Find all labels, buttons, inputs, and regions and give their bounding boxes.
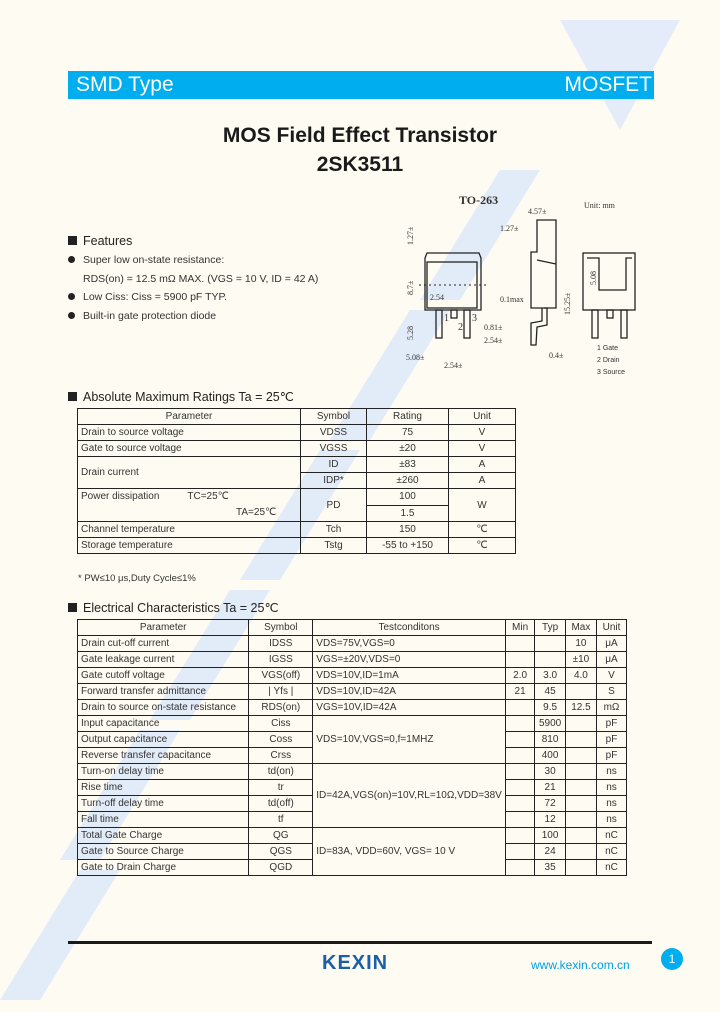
table-cell: A [449,457,516,473]
package-unit: Unit: mm [584,201,615,210]
table-cell: Gate to Drain Charge [78,860,249,876]
param-text: Power dissipation [81,491,160,502]
table-cell: VDS=10V,ID=1mA [313,668,506,684]
table-cell: μA [597,652,627,668]
table-cell: VGSS [301,441,367,457]
table-cell: 5900 [535,716,566,732]
table-row [78,489,516,506]
table-cell: Tstg [301,538,367,554]
table-cell: Turn-on delay time [78,764,249,780]
table-cell: Ciss [249,716,313,732]
dimension-label: 5.28 [406,326,415,340]
pin-number: 3 [472,313,477,324]
table-cell: mΩ [597,700,627,716]
dimension-label: 0.1max [500,295,524,304]
table-cell [565,732,596,748]
table-cell [505,652,535,668]
header-type: SMD Type [76,73,174,96]
table-cell: 72 [535,796,566,812]
table-cell [565,796,596,812]
table-cell [505,636,535,652]
bullet-square-icon [68,236,77,245]
table-cell: Rating [367,409,449,425]
table-cell: Drain current [78,457,301,489]
table-cell: Gate to source voltage [78,441,301,457]
table-cell: Crss [249,748,313,764]
table-cell: Symbol [249,620,313,636]
table-cell: Tch [301,522,367,538]
table-cell: IDP* [301,473,367,489]
feature-item [68,310,216,322]
table-cell [565,860,596,876]
table-cell: nC [597,828,627,844]
table-cell: Gate cutoff voltage [78,668,249,684]
table-cell [505,796,535,812]
bullet-square-icon [68,603,77,612]
table-cell: Symbol [301,409,367,425]
table-cell: ns [597,796,627,812]
table-cell: 400 [535,748,566,764]
abs-max-table [77,408,516,554]
table-cell: 3.0 [535,668,566,684]
table-cell: Fall time [78,812,249,828]
dimension-label: 0.81± [484,323,503,332]
website-link[interactable]: www.kexin.com.cn [531,958,630,972]
table-row [78,620,627,636]
table-row [78,700,627,716]
table-cell: QGS [249,844,313,860]
page-number: 1 [661,948,683,970]
feature-item [68,291,227,303]
table-cell: Parameter [78,620,249,636]
table-cell: Gate to Source Charge [78,844,249,860]
dimension-label: 1.27± [500,224,519,233]
table-cell [505,860,535,876]
table-row [78,764,627,780]
table-cell: VGS=10V,ID=42A [313,700,506,716]
table-cell [565,844,596,860]
dimension-label: 2.54 [430,293,444,302]
abs-max-heading-label: Absolute Maximum Ratings Ta = 25℃ [83,390,294,404]
table-cell: Total Gate Charge [78,828,249,844]
table-cell: VDS=75V,VGS=0 [313,636,506,652]
table-cell: 9.5 [535,700,566,716]
table-cell [505,828,535,844]
pin-label: 2 Drain [597,357,620,364]
table-cell: nC [597,844,627,860]
table-row [78,538,516,554]
footer-divider [68,941,652,944]
table-cell: Rise time [78,780,249,796]
table-cell: nC [597,860,627,876]
table-cell [505,812,535,828]
table-cell: 150 [367,522,449,538]
table-cell: QGD [249,860,313,876]
table-cell: VDS=10V,VGS=0,f=1MHZ [313,716,506,764]
table-cell [505,844,535,860]
bullet-dot-icon [68,312,75,319]
table-cell: Output capacitance [78,732,249,748]
dimension-label: 5.08 [589,271,598,285]
page-title: MOS Field Effect Transistor [222,124,498,147]
table-cell: -55 to +150 [367,538,449,554]
bullet-dot-icon [68,293,75,300]
table-cell [535,652,566,668]
dimension-label: 1.27± [406,226,415,245]
table-cell: ns [597,780,627,796]
table-row [78,652,627,668]
bullet-square-icon [68,392,77,401]
header-banner [68,71,654,99]
features-heading-label: Features [83,234,133,248]
table-cell: 30 [535,764,566,780]
abs-max-heading [68,389,294,404]
table-cell [505,716,535,732]
table-cell: Channel temperature [78,522,301,538]
part-number: 2SK3511 [316,153,404,176]
table-cell: 35 [535,860,566,876]
table-cell: Unit [597,620,627,636]
features-heading [68,234,132,248]
table-cell: 4.0 [565,668,596,684]
table-cell: pF [597,716,627,732]
package-name: TO-263 [459,193,499,207]
elec-heading [68,600,278,615]
dimension-label: 5.08± [406,353,425,362]
table-cell: Drain to source on-state resistance [78,700,249,716]
dimension-label: 8.7± [406,280,415,295]
pin-number: 1 [444,313,449,324]
dimension-label: 0.4± [549,351,564,360]
table-cell: 2.0 [505,668,535,684]
table-cell: S [597,684,627,700]
bullet-dot-icon [68,256,75,263]
table-cell: 21 [535,780,566,796]
table-cell: V [597,668,627,684]
table-cell [565,748,596,764]
table-cell [505,748,535,764]
package-drawing [404,190,654,380]
table-cell [565,812,596,828]
table-cell: V [449,441,516,457]
table-cell: Forward transfer admittance [78,684,249,700]
feature-text: Built-in gate protection diode [83,310,217,322]
table-cell: Turn-off delay time [78,796,249,812]
table-cell: 24 [535,844,566,860]
table-cell: VDS=10V,ID=42A [313,684,506,700]
table-cell: Gate leakage current [78,652,249,668]
table-cell: pF [597,732,627,748]
table-cell: Min [505,620,535,636]
table-row [78,716,627,732]
table-cell [565,828,596,844]
table-cell: QG [249,828,313,844]
table-cell: RDS(on) [249,700,313,716]
table-cell: A [449,473,516,489]
table-cell: 1.5 [367,505,449,522]
footnote: * PW≤10 μs,Duty Cycle≤1% [78,573,196,584]
table-cell: 10 [565,636,596,652]
table-cell [565,684,596,700]
table-cell: ID [301,457,367,473]
header-category: MOSFET [564,73,652,96]
table-cell: μA [597,636,627,652]
table-row [78,684,627,700]
table-cell: PD [301,489,367,522]
table-row [78,636,627,652]
table-cell: VDSS [301,425,367,441]
feature-text: Super low on-state resistance: [83,254,225,266]
table-cell: IGSS [249,652,313,668]
table-cell [505,732,535,748]
table-cell: 100 [367,489,449,506]
condition-text: TA=25℃ [236,507,277,518]
table-cell: ID=42A,VGS(on)=10V,RL=10Ω,VDD=38V [313,764,506,828]
table-cell: 12 [535,812,566,828]
feature-item [68,254,224,266]
table-cell: V [449,425,516,441]
table-cell: Drain cut-off current [78,636,249,652]
table-cell [505,700,535,716]
dimension-label: 4.57± [528,207,547,216]
feature-item: RDS(on) = 12.5 mΩ MAX. (VGS = 10 V, ID = 42 A) [83,273,319,285]
table-cell [505,764,535,780]
table-cell: VGS(off) [249,668,313,684]
table-cell: Input capacitance [78,716,249,732]
condition-text: TC=25℃ [187,491,229,502]
table-cell: ±260 [367,473,449,489]
pin-label: 3 Source [597,369,626,376]
table-cell: td(off) [249,796,313,812]
table-cell: pF [597,748,627,764]
pin-label: 1 Gate [597,345,619,352]
table-cell: ℃ [449,522,516,538]
feature-text: Low Ciss: Ciss = 5900 pF TYP. [83,291,228,303]
table-cell: ID=83A, VDD=60V, VGS= 10 V [313,828,506,876]
table-cell: 21 [505,684,535,700]
elec-heading-label: Electrical Characteristics Ta = 25℃ [83,601,279,615]
dimension-label: 2.54± [484,336,503,345]
table-cell [565,764,596,780]
table-cell: ns [597,812,627,828]
table-cell: W [449,489,516,522]
table-cell: Drain to source voltage [78,425,301,441]
table-cell: Testconditons [313,620,506,636]
elec-char-table [77,619,627,876]
table-cell: ±83 [367,457,449,473]
pin-number: 2 [458,322,463,333]
table-cell: Max [565,620,596,636]
table-row [78,522,516,538]
table-row [78,668,627,684]
table-cell: | Yfs | [249,684,313,700]
table-cell: 810 [535,732,566,748]
table-cell: td(on) [249,764,313,780]
table-cell [505,780,535,796]
table-cell [565,716,596,732]
table-cell: IDSS [249,636,313,652]
table-cell: Coss [249,732,313,748]
table-cell: tr [249,780,313,796]
table-row [78,441,516,457]
table-row [78,828,627,844]
table-cell: Storage temperature [78,538,301,554]
table-cell: VGS=±20V,VDS=0 [313,652,506,668]
table-row [78,425,516,441]
table-cell [535,636,566,652]
table-row [78,457,516,473]
dimension-label: 2.54± [444,361,463,370]
table-cell: 12.5 [565,700,596,716]
table-cell: 45 [535,684,566,700]
table-cell: ns [597,764,627,780]
table-cell: Typ [535,620,566,636]
table-cell: ℃ [449,538,516,554]
table-cell: Reverse transfer capacitance [78,748,249,764]
table-cell: tf [249,812,313,828]
table-cell: 75 [367,425,449,441]
table-cell: 100 [535,828,566,844]
table-cell: Parameter [78,409,301,425]
kexin-logo: KEXIN [322,952,389,974]
table-cell: Unit [449,409,516,425]
table-cell: ±20 [367,441,449,457]
table-cell: ±10 [565,652,596,668]
table-row [78,409,516,425]
table-cell [565,780,596,796]
table-cell [78,489,301,522]
dimension-label: 15.25± [563,292,572,315]
